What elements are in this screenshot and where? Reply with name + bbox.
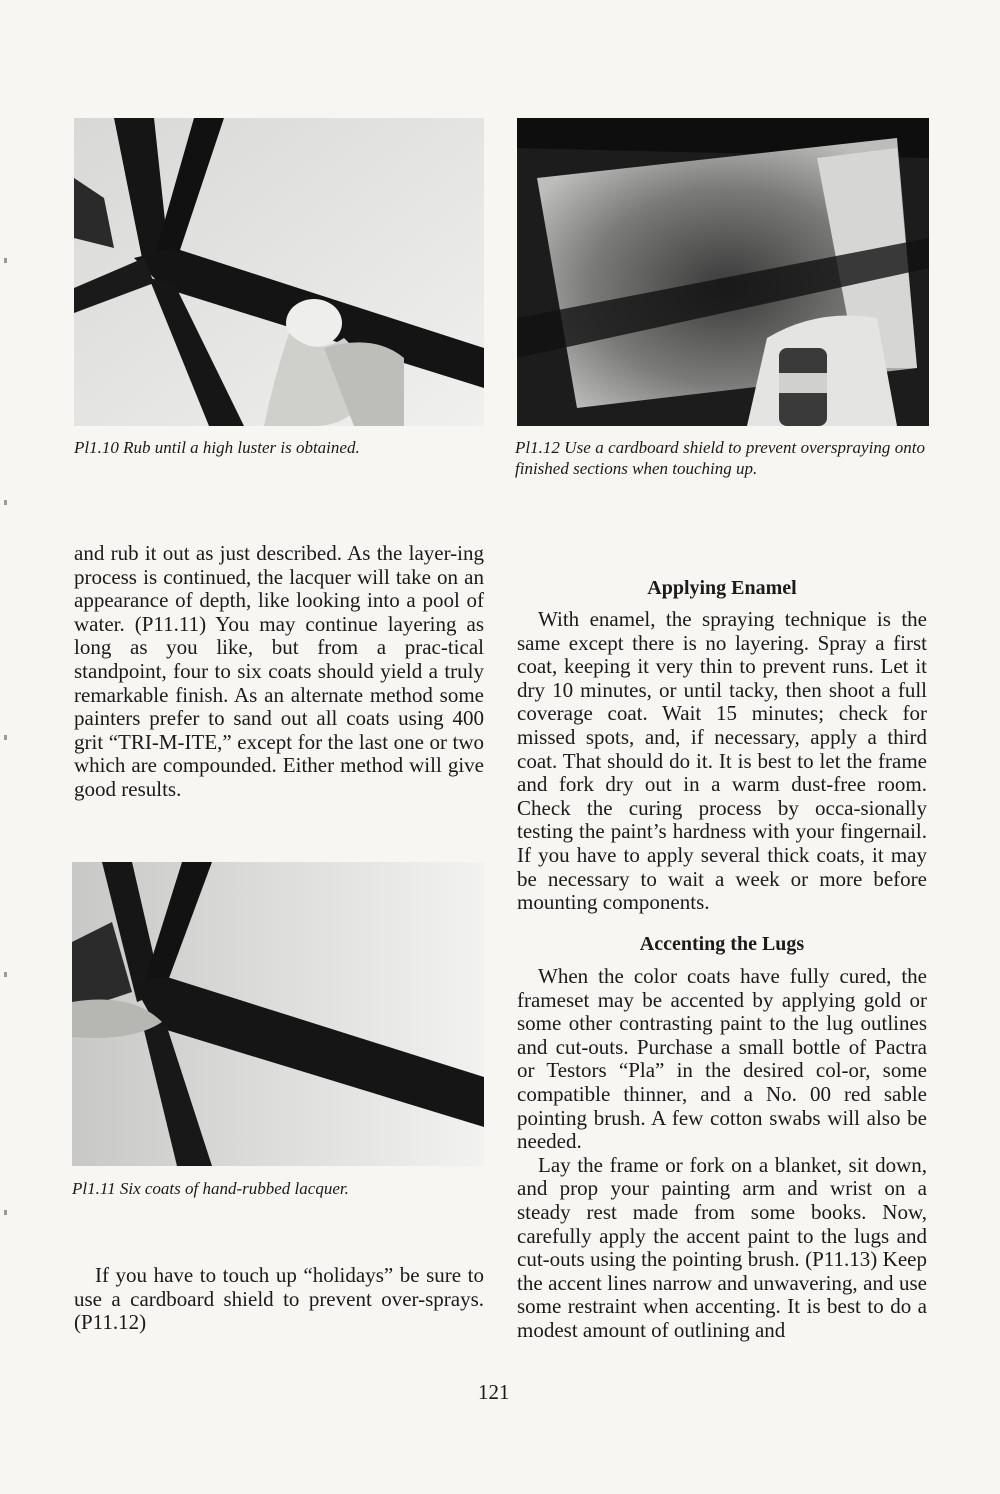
paragraph-layering: and rub it out as just described. As the layer-ing process is continued, the lacquer will take on an appearance of depth, like looking into a pool of water. (P11.11) You may continue layering as long as you like, but from a prac-tical standpoint, four to six coats should yield a truly remarkable finish. As an alternate method some painters prefer to sand out all coats using 400 grit “TRI-M-ITE,” except for the last one or two which are compounded. Either method will give good results.: [74, 541, 484, 801]
binding-mark: [4, 972, 7, 977]
photo-rub-luster: [74, 118, 484, 426]
heading-accenting-lugs: Accenting the Lugs: [639, 933, 805, 955]
heading-applying-enamel: Applying Enamel: [647, 577, 797, 599]
binding-mark: [4, 258, 7, 263]
paragraph-enamel: With enamel, the spraying technique is the same except there is no layering. Spray a first coat, keeping it very thin to prevent runs. Let it dry 10 minutes, or until tacky, then shoot a full coverage coat. Wait 15 minutes; check for missed spots, and, if necessary, apply a third coat. That should do it. It is best to let the frame and fork dry out in a warm dust-free room. Check the curing process by occa-sionally testing the paint’s hardness with your fingernail. If you have to apply several thick coats, it may be necessary to wait a week or more before mounting components.: [517, 607, 927, 915]
binding-mark: [4, 1210, 7, 1215]
right-column-lugs: [517, 965, 927, 1343]
caption-pl12: Pl1.12 Use a cardboard shield to prevent overspraying onto finished sections when touching up.: [515, 438, 925, 478]
left-column-top: [74, 542, 484, 802]
paragraph-lugs-1: When the color coats have fully cured, the frameset may be accented by applying gold or some other contrasting paint to the lug outlines and cut-outs. Purchase a small bottle of Pactra or Testors “Pla” in the desired col-or, some compatible thinner, and a No. 00 red sable pointing brush. A few cotton swabs will also be needed.: [517, 964, 927, 1154]
binding-mark: [4, 735, 7, 740]
page-number: 121: [478, 1380, 510, 1404]
paragraph-holidays: If you have to touch up “holidays” be sure to use a cardboard shield to prevent over-sprays. (P11.12): [74, 1263, 484, 1335]
left-column-bottom: [74, 1264, 484, 1335]
binding-mark: [4, 500, 7, 505]
photo-cardboard-shield: [517, 118, 929, 426]
paragraph-lugs-2: Lay the frame or fork on a blanket, sit down, and prop your painting arm and wrist on a steady rest made from some books. Now, carefully apply the accent paint to the lugs and cut-outs using the pointing brush. (P11.13) Keep the accent lines narrow and unwavering, and use some restraint when accenting. It is best to do a modest amount of outlining and: [517, 1152, 927, 1342]
photo-six-coats: [72, 862, 484, 1166]
caption-pl10: Pl1.10 Rub until a high luster is obtained.: [74, 438, 360, 457]
caption-pl11: Pl1.11 Six coats of hand-rubbed lacquer.: [72, 1179, 349, 1198]
right-column-enamel: [517, 608, 927, 915]
